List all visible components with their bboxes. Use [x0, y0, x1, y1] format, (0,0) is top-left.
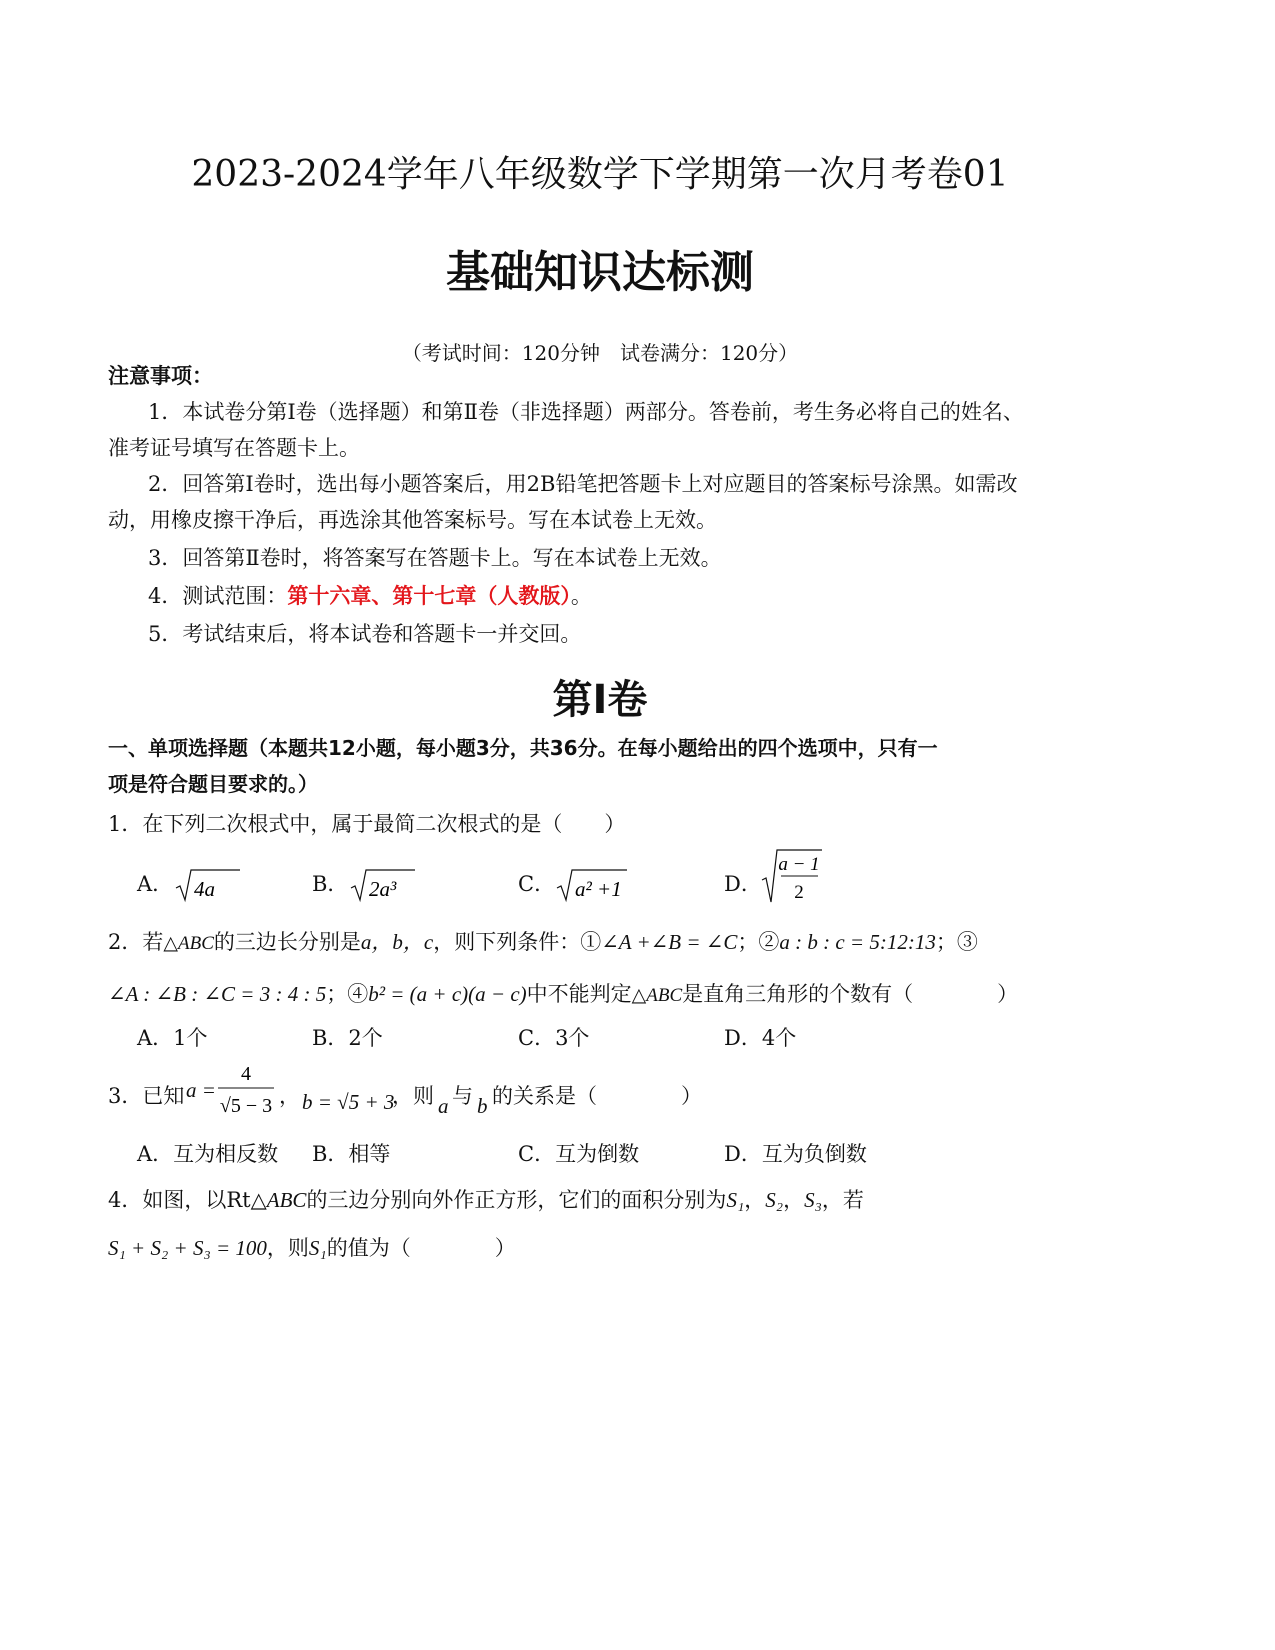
- q3-var-b: b: [477, 1094, 488, 1118]
- note-4: [148, 580, 592, 610]
- section1-heading-line2: 项是符合题目要求的。）: [108, 772, 318, 796]
- q2-condition-2: a : b : c = 5:12:13: [779, 930, 936, 954]
- q1-option-b-expr: 2a³: [369, 877, 397, 901]
- q1-option-c-label: C．: [518, 872, 556, 896]
- q1-option-d-denominator: 2: [794, 882, 804, 903]
- q4-text-4: ，则: [266, 1236, 309, 1260]
- q1-option-b-radical: [349, 866, 419, 906]
- q4-sep-2: ，: [783, 1188, 805, 1212]
- note-5: 5．考试结束后，将本试卷和答题卡一并交回。: [148, 622, 582, 646]
- q4-text-1: 4．如图，以Rt△: [108, 1188, 267, 1212]
- q3-var-a: a: [438, 1094, 449, 1118]
- q4-equation: S₁ + S₂ + S₃ = 100: [108, 1236, 267, 1260]
- q3-option-c: C．互为倒数: [518, 1142, 640, 1166]
- q4-s1-ref: S₁: [308, 1236, 327, 1260]
- q2-condition-1: ∠A +∠B = ∠C: [601, 930, 738, 954]
- q1-option-b-label: B．: [312, 872, 349, 896]
- q2-text-8: 是直角三角形的个数有（ ）: [682, 982, 1019, 1006]
- note-2-line1: 2．回答第Ⅰ卷时，选出每小题答案后，用2B铅笔把答题卡上对应题目的答案标号涂黑。如需改: [148, 472, 1018, 496]
- q3-text-2: ，则: [392, 1084, 434, 1108]
- test-scope-highlight: 第十六章、第十七章（人教版）: [287, 584, 571, 608]
- q3-b-expr: b = √5 + 3: [302, 1090, 395, 1114]
- q4-text-2: 的三边分别向外作正方形，它们的面积分别为: [306, 1188, 727, 1212]
- q2-condition-4: b² = (a + c)(a − c): [368, 982, 527, 1006]
- q3-comma: ，: [279, 1084, 300, 1108]
- q2-text-7: 中不能判定: [526, 982, 632, 1006]
- note-1-line2: 准考证号填写在答题卡上。: [108, 436, 360, 460]
- q3-option-b: B．相等: [312, 1142, 391, 1166]
- q4-abc: ABC: [266, 1188, 307, 1212]
- q1-option-c-radical: [555, 866, 635, 906]
- q2-text-6: ；④: [326, 982, 369, 1006]
- q2-triangle-2: △ABC: [631, 985, 683, 1006]
- q3-fraction-denominator: √5 − 3: [219, 1095, 273, 1117]
- q4-s1: S₁: [726, 1188, 745, 1212]
- q3-option-a: A．互为相反数: [137, 1142, 279, 1166]
- q3-intro: 3．已知: [108, 1084, 185, 1108]
- q4-s2: S₂: [765, 1188, 784, 1212]
- q2-condition-3: ∠A : ∠B : ∠C = 3 : 4 : 5: [108, 982, 327, 1006]
- q2-option-d: D．4个: [724, 1026, 797, 1050]
- q2-line2: [108, 978, 1018, 1008]
- q2-option-b: B．2个: [312, 1026, 383, 1050]
- q1-option-c-expr: a² +1: [575, 877, 622, 901]
- q1-option-d-radical: [760, 846, 830, 906]
- q3-text-3: 与: [452, 1084, 473, 1108]
- q3-option-d: D．互为负倒数: [724, 1142, 867, 1166]
- q4-line1: [108, 1184, 864, 1214]
- exam-title: 2023-2024学年八年级数学下学期第一次月考卷01: [191, 154, 1009, 195]
- q2-text-5: ；③: [935, 930, 978, 954]
- q2-option-c: C．3个: [518, 1026, 590, 1050]
- note-1-line1: 1．本试卷分第Ⅰ卷（选择题）和第Ⅱ卷（非选择题）两部分。答卷前，考生务必将自己的姓名、: [148, 400, 1024, 424]
- q1-option-d-label: D．: [724, 872, 762, 896]
- exam-subtitle: 基础知识达标测: [446, 247, 754, 298]
- q2-text-3: ，则下列条件：①: [433, 930, 602, 954]
- q1-option-d-numerator: a − 1: [778, 854, 820, 875]
- q3-a-lhs: a =: [186, 1078, 216, 1102]
- note-2-line2: 动，用橡皮擦干净后，再选涂其他答案标号。写在本试卷上无效。: [108, 508, 717, 532]
- q4-sep-1: ，: [744, 1188, 766, 1212]
- q3-fraction: [214, 1058, 278, 1122]
- volume-title: 第Ⅰ卷: [552, 677, 648, 723]
- q2-triangle: △ABC: [163, 933, 214, 954]
- q3-text-4: 的关系是（ ）: [492, 1084, 702, 1108]
- q4-s3: S₃: [804, 1188, 822, 1212]
- q1-option-a-label: A．: [137, 872, 174, 896]
- q2-option-a: A．1个: [137, 1026, 208, 1050]
- note-4-prefix: 4．测试范围：: [148, 584, 288, 608]
- q3-fraction-numerator: 4: [241, 1063, 251, 1085]
- section1-heading-line1: 一、单项选择题（本题共12小题，每小题3分，共36分。在每小题给出的四个选项中，只有一: [108, 736, 938, 760]
- q1-option-a-radical: [174, 866, 244, 906]
- q2-text-4: ；②: [737, 930, 780, 954]
- note-4-suffix: 。: [570, 584, 592, 608]
- q1-option-a-expr: 4a: [194, 877, 215, 901]
- q2-line1: [108, 926, 978, 956]
- exam-info: （考试时间：120分钟 试卷满分：120分）: [401, 341, 799, 365]
- q1-stem: 1．在下列二次根式中，属于最简二次根式的是（ ）: [108, 812, 626, 836]
- note-3: 3．回答第Ⅱ卷时，将答案写在答题卡上。写在本试卷上无效。: [148, 546, 722, 570]
- q4-line2: [108, 1232, 516, 1262]
- q2-text-1: 2．若: [108, 930, 164, 954]
- q2-sides: a，b，c: [360, 930, 434, 954]
- q2-text-2: 的三边长分别是: [213, 930, 361, 954]
- q4-text-5: 的值为（ ）: [326, 1236, 516, 1260]
- q4-text-3: ，若: [821, 1188, 864, 1212]
- notes-heading: 注意事项：: [108, 364, 213, 388]
